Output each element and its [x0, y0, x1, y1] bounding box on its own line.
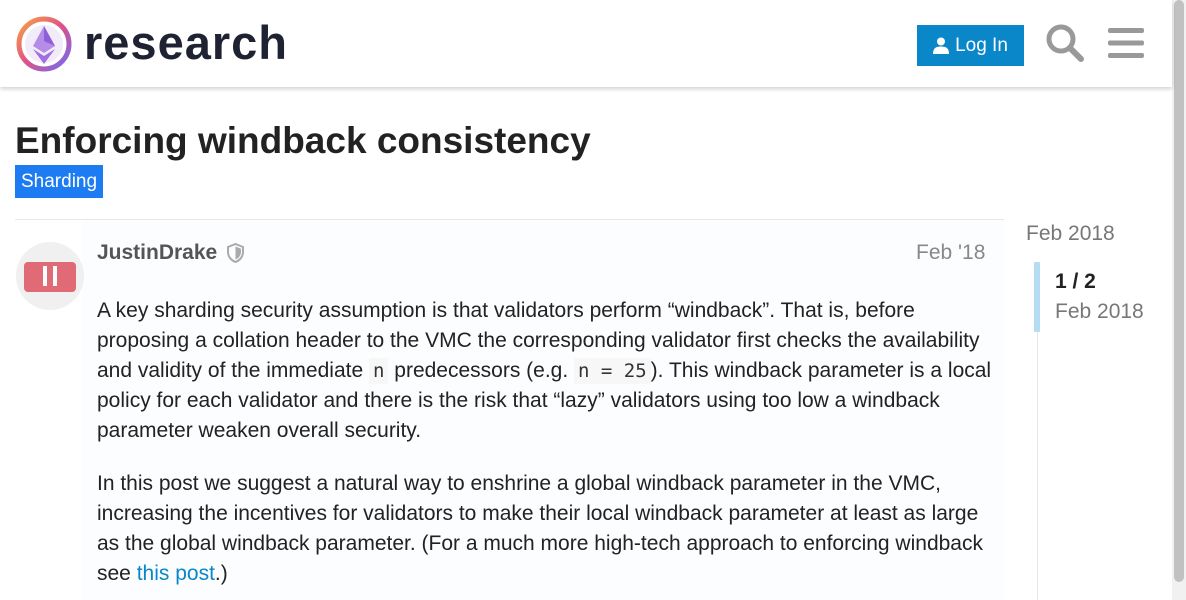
inline-code: n = 25 [574, 358, 651, 384]
search-icon[interactable] [1045, 23, 1085, 63]
login-button[interactable] [917, 25, 1024, 66]
post-content [97, 296, 997, 600]
inline-code: n [369, 358, 388, 384]
moderator-shield-icon [226, 243, 245, 263]
topic-title[interactable]: Enforcing windback consistency [15, 120, 591, 161]
login-label: Log In [955, 34, 1008, 56]
site-header [0, 0, 1172, 87]
hamburger-menu-icon[interactable] [1107, 26, 1145, 60]
paragraph-text: .) [214, 562, 228, 585]
timeline-post-count: 1 / 2 [1055, 270, 1096, 293]
avatar[interactable] [16, 242, 84, 310]
paragraph-text: ). This windback parameter is a local policy for each validator and there is the risk that “lazy” validators using too low a windback parameter weaken overall security. [97, 359, 992, 442]
post-date[interactable]: Feb '18 [916, 241, 986, 264]
post-paragraph [97, 469, 997, 589]
avatar-image [16, 242, 84, 310]
timeline-start-date[interactable]: Feb 2018 [1026, 222, 1115, 245]
user-icon [933, 37, 949, 54]
paragraph-text: predecessors (e.g. [388, 359, 575, 382]
category-badge[interactable]: Sharding [15, 165, 103, 198]
scrollbar-thumb[interactable] [1174, 0, 1184, 582]
paragraph-text: In this post we suggest a natural way to enshrine a global windback parameter in the VMC, increasing the incentives for validators to make their local windback parameter at least as large as the global windback parameter. (For a much more high-tech approach to enforcing windback see [97, 472, 983, 585]
research-logo-icon[interactable] [16, 16, 72, 72]
timeline-current-date: Feb 2018 [1055, 300, 1144, 323]
post-username[interactable]: JustinDrake [97, 241, 218, 264]
site-brand[interactable]: research [84, 16, 288, 69]
post-paragraph [97, 296, 997, 446]
this-post-link[interactable]: this post [136, 562, 215, 585]
page-scrollbar[interactable] [1172, 0, 1186, 600]
paragraph-text: A key sharding security assumption is that validators perform “windback”. That is, before proposing a collation header to the VMC the corresponding validator first checks the availability and validity of the immediate [97, 299, 980, 382]
timeline-handle[interactable] [1034, 262, 1040, 332]
